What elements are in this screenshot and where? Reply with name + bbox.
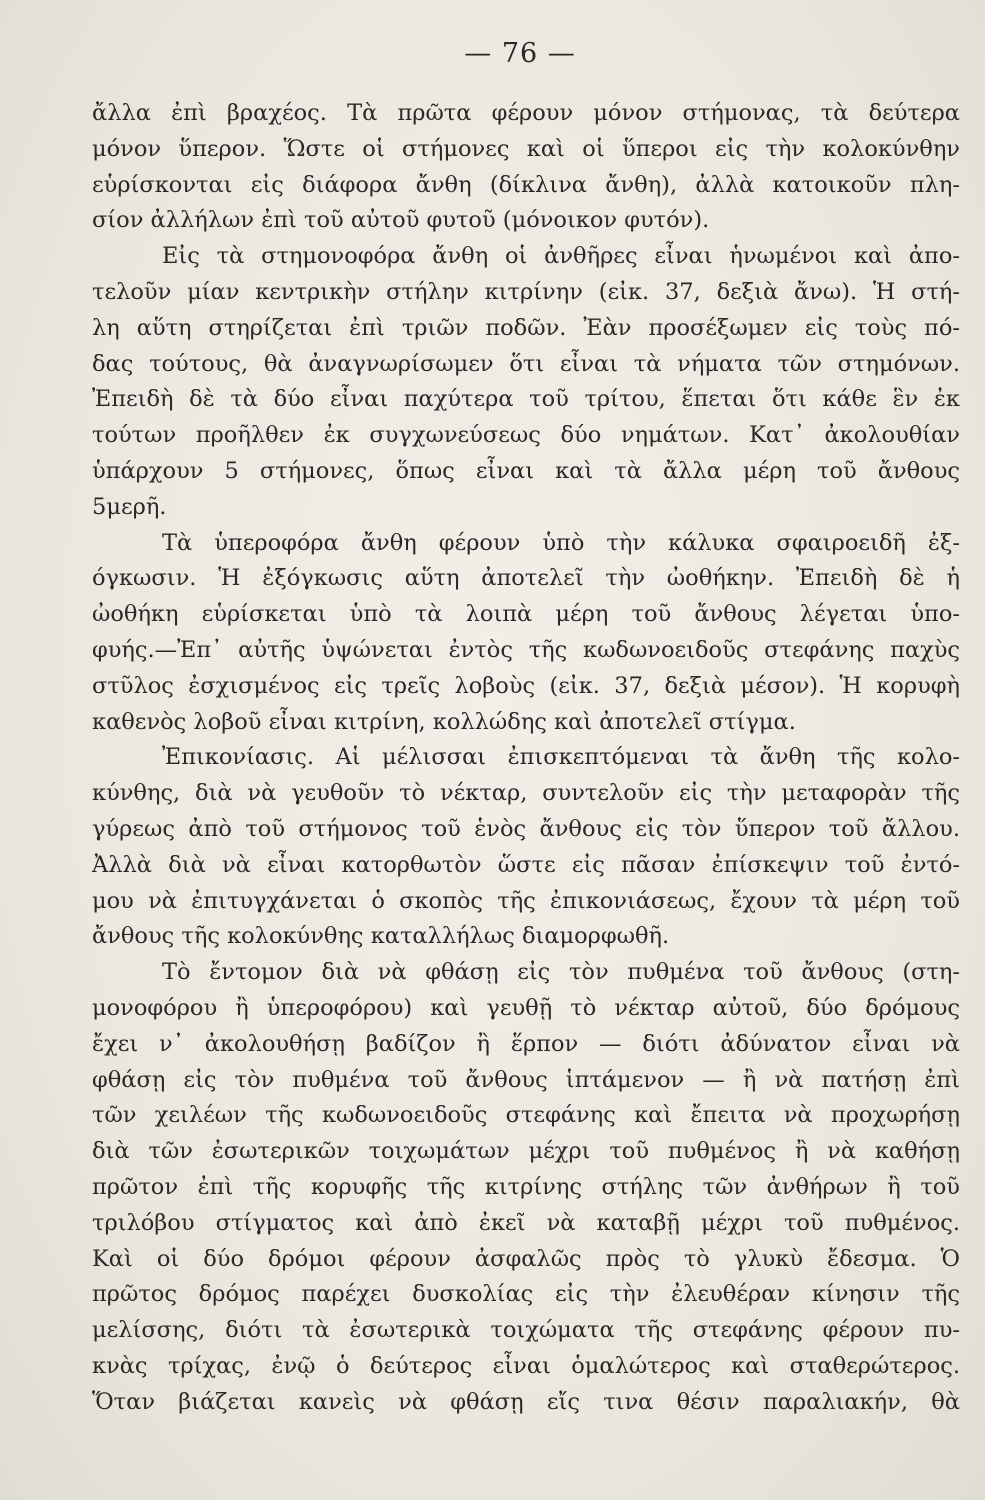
- text-line: φθάσῃ εἰς τὸν πυθμένα τοῦ ἄνθους ἱπτάμενον — ἢ νὰ πατήσῃ ἐπὶ: [92, 1066, 960, 1093]
- text-line: ἄνθους τῆς κολοκύνθης καταλλήλως διαμορφωθῆ.: [92, 923, 670, 950]
- text-line: 5μερῆ.: [92, 493, 167, 520]
- text-line: καθενὸς λοβοῦ εἶναι κιτρίνη, κολλώδης καὶ ἀποτελεῖ στίγμα.: [92, 708, 796, 735]
- text-line: ὠοθήκη εὑρίσκεται ὑπὸ τὰ λοιπὰ μέρη τοῦ ἄνθους λέγεται ὑπο-: [92, 601, 960, 628]
- text-line: Ἐπικονίασις. Αἱ μέλισσαι ἐπισκεπτόμεναι τὰ ἄνθη τῆς κολο-: [162, 744, 960, 771]
- text-line: πρῶτον ἐπὶ τῆς κορυφῆς τῆς κιτρίνης στήλης τῶν ἀνθήρων ἢ τοῦ: [92, 1173, 960, 1200]
- text-line: τῶν χειλέων τῆς κωδωνοειδοῦς στεφάνης καὶ ἔπειτα νὰ προχωρήσῃ: [92, 1102, 960, 1129]
- text-line: Τὸ ἔντομον διὰ νὰ φθάσῃ εἰς τὸν πυθμένα τοῦ ἄνθους (στη-: [162, 959, 960, 986]
- text-line: μου νὰ ἐπιτυγχάνεται ὁ σκοπὸς τῆς ἐπικονιάσεως, ἔχουν τὰ μέρη τοῦ: [92, 887, 960, 914]
- text-line: Ὅταν βιάζεται κανεὶς νὰ φθάσῃ εἴς τινα θέσιν παραλιακήν, θὰ: [92, 1388, 960, 1415]
- body-text: [92, 96, 960, 1420]
- text-line: τριλόβου στίγματος καὶ ἀπὸ ἐκεῖ νὰ καταβῇ μέχρι τοῦ πυθμένος.: [92, 1209, 960, 1236]
- text-line: λη αὕτη στηρίζεται ἐπὶ τριῶν ποδῶν. Ἐὰν προσέξωμεν εἰς τοὺς πό-: [92, 314, 960, 341]
- text-line: γύρεως ἀπὸ τοῦ στήμονος τοῦ ἑνὸς ἄνθους εἰς τὸν ὕπερον τοῦ ἄλλου.: [92, 815, 960, 842]
- text-line: διὰ τῶν ἐσωτερικῶν τοιχωμάτων μέχρι τοῦ πυθμένος ἢ νὰ καθήσῃ: [92, 1138, 960, 1165]
- text-line: ἄλλα ἐπὶ βραχέος. Τὰ πρῶτα φέρουν μόνον στήμονας, τὰ δεύτερα: [92, 100, 960, 126]
- text-line: πρῶτος δρόμος παρέχει δυσκολίας εἰς τὴν ἐλευθέραν κίνησιν τῆς: [92, 1281, 960, 1308]
- text-line: ὑπάρχουν 5 στήμονες, ὅπως εἶναι καὶ τὰ ἄλλα μέρη τοῦ ἄνθους: [92, 457, 960, 484]
- text-line: μόνον ὕπερον. Ὥστε οἱ στήμονες καὶ οἱ ὕπεροι εἰς τὴν κολοκύνθην: [92, 135, 960, 162]
- page-number: — 76 —: [464, 38, 576, 69]
- text-line: Καὶ οἱ δύο δρόμοι φέρουν ἀσφαλῶς πρὸς τὸ γλυκὺ ἔδεσμα. Ὁ: [92, 1245, 960, 1272]
- text-line: δας τούτους, θὰ ἀναγνωρίσωμεν ὅτι εἶναι τὰ νήματα τῶν στημόνων.: [92, 350, 960, 377]
- text-line: Ἀλλὰ διὰ νὰ εἶναι κατορθωτὸν ὥστε εἰς πᾶσαν ἐπίσκεψιν τοῦ ἐντό-: [92, 851, 960, 878]
- text-line: κύνθης, διὰ νὰ γευθοῦν τὸ νέκταρ, συντελοῦν εἰς τὴν μεταφορὰν τῆς: [92, 780, 960, 807]
- text-line: Εἰς τὰ στημονοφόρα ἄνθη οἱ ἀνθῆρες εἶναι ἡνωμένοι καὶ ἀπο-: [162, 243, 960, 270]
- text-line: κνὰς τρίχας, ἐνῷ ὁ δεύτερος εἶναι ὁμαλώτερος καὶ σταθερώτερος.: [92, 1352, 960, 1379]
- text-line: στῦλος ἐσχισμένος εἰς τρεῖς λοβοὺς (εἰκ. 37, δεξιὰ μέσον). Ἡ κορυφὴ: [92, 672, 960, 699]
- text-line: Τὰ ὑπεροφόρα ἄνθη φέρουν ὑπὸ τὴν κάλυκα σφαιροειδῆ ἐξ-: [162, 529, 960, 556]
- text-line: Ἐπειδὴ δὲ τὰ δύο εἶναι παχύτερα τοῦ τρίτου, ἕπεται ὅτι κάθε ἓν ἐκ: [92, 386, 960, 413]
- text-line: ἔχει ν᾽ ἀκολουθήσῃ βαδίζον ἢ ἕρπον — διότι ἀδύνατον εἶναι νὰ: [92, 1030, 960, 1057]
- text-line: φυής.—Ἐπ᾽ αὐτῆς ὑψώνεται ἐντὸς τῆς κωδωνοειδοῦς στεφάνης παχὺς: [92, 636, 960, 663]
- text-line: μονοφόρου ἢ ὑπεροφόρου) καὶ γευθῇ τὸ νέκταρ αὐτοῦ, δύο δρόμους: [92, 994, 960, 1021]
- text-line: μελίσσης, διότι τὰ ἐσωτερικὰ τοιχώματα τῆς στεφάνης φέρουν πυ-: [92, 1317, 960, 1344]
- text-line: όγκωσιν. Ἡ ἐξόγκωσις αὕτη ἀποτελεῖ τὴν ὠοθήκην. Ἐπειδὴ δὲ ἡ: [92, 565, 960, 592]
- text-line: σίον ἀλλήλων ἐπὶ τοῦ αὐτοῦ φυτοῦ (μόνοικον φυτόν).: [92, 207, 710, 234]
- text-line: τούτων προῆλθεν ἐκ συγχωνεύσεως δύο νημάτων. Κατ᾽ ἀκολουθίαν: [92, 422, 960, 449]
- text-line: εὑρίσκονται εἰς διάφορα ἄνθη (δίκλινα ἄνθη), ἀλλὰ κατοικοῦν πλη-: [92, 171, 960, 198]
- text-line: τελοῦν μίαν κεντρικὴν στήλην κιτρίνην (εἰκ. 37, δεξιὰ ἄνω). Ἡ στή-: [92, 278, 960, 305]
